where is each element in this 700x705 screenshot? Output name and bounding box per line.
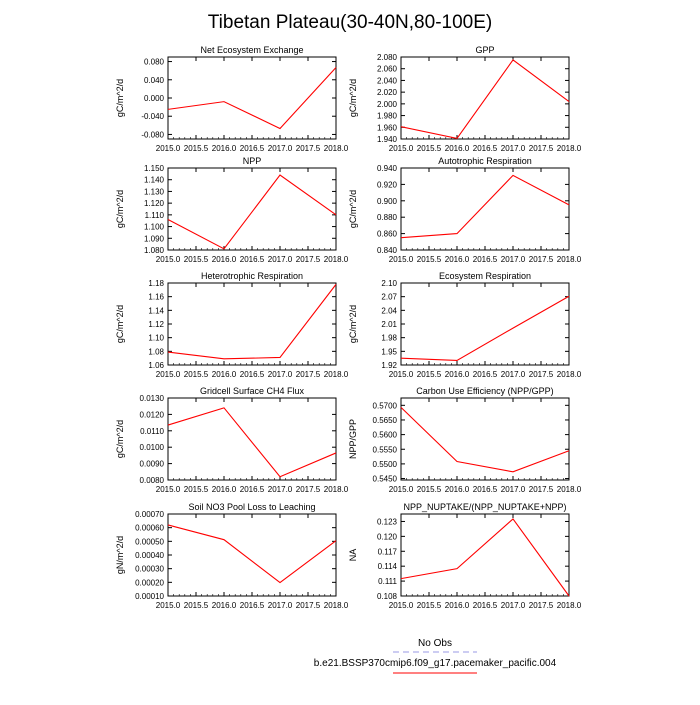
chart-panel-6 [115,386,349,494]
plot-frame [168,283,336,365]
chart-panel-5 [348,271,582,379]
y-tick-label: 1.130 [143,187,164,197]
x-tick-label: 2016.5 [239,144,265,153]
chart-title: Autotrophic Respiration [438,156,532,166]
x-tick-label: 2018.0 [556,485,582,494]
x-tick-label: 2015.5 [183,255,209,264]
y-tick-label: 1.960 [376,123,397,133]
x-tick-label: 2017.0 [500,144,526,153]
y-tick-label: 1.080 [143,246,164,255]
y-tick-label: 2.01 [381,320,397,329]
series-line-0 [401,407,569,471]
y-axis-label: gC/m^2/d [348,189,358,229]
series-line-0 [401,519,569,596]
x-tick-label: 2018.0 [323,370,349,379]
y-tick-label: 0.0130 [139,394,164,403]
y-tick-label: 0.117 [377,547,397,557]
x-tick-label: 2018.0 [323,255,349,264]
y-tick-label: 0.00060 [135,523,164,533]
y-tick-label: -0.080 [141,130,164,140]
chart-title: Heterotrophic Respiration [200,271,304,281]
y-tick-label: 1.06 [148,361,164,370]
y-tick-label: 0.0100 [139,443,164,453]
plot-frame [168,168,336,250]
x-tick-label: 2015.0 [388,255,414,264]
y-tick-label: -0.040 [141,112,164,122]
x-tick-label: 2016.5 [472,255,498,264]
chart-panel-7 [348,386,582,494]
chart-title: Carbon Use Efficiency (NPP/GPP) [416,386,554,396]
x-tick-label: 2018.0 [556,370,582,379]
y-tick-label: 1.14 [148,306,164,316]
y-tick-label: 2.040 [376,76,397,86]
y-tick-label: 0.00070 [135,510,164,519]
y-tick-label: 0.5650 [372,415,397,425]
x-tick-label: 2015.0 [155,601,181,610]
x-tick-label: 2017.0 [500,601,526,610]
legend [314,638,557,673]
plot-frame [168,57,336,139]
x-tick-label: 2016.0 [444,255,470,264]
x-tick-label: 2015.5 [416,601,442,610]
y-tick-label: 2.080 [376,53,397,62]
y-tick-label: 0.900 [376,196,397,206]
y-tick-label: 2.000 [376,99,397,109]
x-tick-label: 2015.5 [416,370,442,379]
y-tick-label: 1.10 [148,333,164,343]
y-tick-label: 0.000 [143,94,164,103]
x-tick-label: 2015.0 [388,144,414,153]
y-tick-label: 0.880 [376,213,397,223]
x-tick-label: 2015.0 [388,370,414,379]
y-tick-label: 0.920 [376,180,397,190]
x-tick-label: 2015.5 [416,144,442,153]
y-tick-label: 0.00030 [135,564,164,574]
y-tick-label: 0.0080 [139,476,164,485]
y-tick-label: 0.080 [143,57,164,67]
y-tick-label: 0.0120 [139,410,164,420]
y-tick-label: 1.090 [143,234,164,244]
x-tick-label: 2016.5 [472,601,498,610]
x-tick-label: 2016.5 [239,485,265,494]
y-tick-label: 1.95 [381,347,397,357]
plot-frame [401,283,569,365]
x-tick-label: 2015.5 [183,144,209,153]
plot-frame [401,168,569,250]
x-tick-label: 2016.0 [444,485,470,494]
series-line-0 [168,175,336,249]
x-tick-label: 2015.0 [155,370,181,379]
x-tick-label: 2017.0 [267,601,293,610]
y-tick-label: 1.940 [376,135,397,144]
y-tick-label: 0.111 [378,577,397,587]
y-axis-label: gC/m^2/d [115,78,125,118]
x-tick-label: 2015.5 [183,485,209,494]
y-tick-label: 1.150 [143,164,164,173]
y-tick-label: 1.110 [144,210,164,220]
chart-panel-9 [348,502,582,610]
legend-label-no-obs: No Obs [418,638,452,649]
series-line-0 [401,60,569,138]
x-tick-label: 2017.5 [528,485,554,494]
x-tick-label: 2016.0 [211,255,237,264]
series-line-0 [168,67,336,128]
x-tick-label: 2017.5 [528,370,554,379]
chart-title: Soil NO3 Pool Loss to Leaching [188,502,316,512]
x-tick-label: 2017.0 [267,485,293,494]
y-tick-label: 0.860 [376,229,397,239]
chart-panel-0 [115,45,349,153]
series-line-0 [401,175,569,237]
y-tick-label: 1.08 [148,347,164,357]
x-tick-label: 2016.5 [472,144,498,153]
y-tick-label: 1.100 [143,222,164,232]
y-axis-label: gN/m^2/d [115,535,125,575]
x-tick-label: 2017.0 [267,370,293,379]
y-tick-label: 0.5700 [372,401,397,411]
y-tick-label: 0.840 [376,246,397,255]
y-tick-label: 0.5500 [372,459,397,469]
series-line-0 [168,525,336,583]
y-axis-label: gC/m^2/d [348,304,358,344]
x-tick-label: 2016.0 [211,601,237,610]
chart-title: Ecosystem Respiration [438,271,532,281]
plot-frame [401,57,569,139]
x-tick-label: 2015.0 [155,485,181,494]
y-tick-label: 0.5450 [372,474,397,484]
x-tick-label: 2017.5 [295,255,321,264]
x-tick-label: 2017.5 [295,485,321,494]
x-tick-label: 2018.0 [323,485,349,494]
y-tick-label: 2.10 [381,279,397,288]
chart-panel-8 [115,502,349,610]
chart-title: NPP [242,156,262,166]
x-tick-label: 2016.0 [211,485,237,494]
plot-frame [401,398,569,480]
y-tick-label: 2.07 [381,292,397,302]
y-tick-label: 2.04 [381,306,397,316]
series-line-0 [401,296,569,360]
y-tick-label: 1.18 [148,279,164,288]
y-axis-label: gC/m^2/d [348,78,358,118]
x-tick-label: 2017.5 [528,144,554,153]
x-tick-label: 2017.0 [267,255,293,264]
chart-title: Net Ecosystem Exchange [200,45,304,55]
y-tick-label: 0.00010 [135,592,164,601]
y-axis-label: gC/m^2/d [115,419,125,459]
x-tick-label: 2017.5 [295,370,321,379]
chart-title: Gridcell Surface CH4 Flux [199,386,305,396]
x-tick-label: 2016.0 [211,144,237,153]
y-tick-label: 0.108 [376,592,397,601]
x-tick-label: 2017.5 [295,144,321,153]
y-tick-label: 0.120 [376,532,397,542]
y-axis-label: NA [348,548,358,562]
y-tick-label: 1.16 [148,292,164,302]
x-tick-label: 2016.5 [472,370,498,379]
x-tick-label: 2016.0 [444,144,470,153]
x-tick-label: 2015.5 [183,370,209,379]
x-tick-label: 2018.0 [323,601,349,610]
y-tick-label: 0.00050 [135,537,164,547]
x-tick-label: 2018.0 [556,255,582,264]
y-tick-label: 2.060 [376,64,397,74]
y-axis-label: gC/m^2/d [115,304,125,344]
y-tick-label: 0.940 [376,164,397,173]
y-tick-label: 1.12 [148,320,164,329]
y-tick-label: 1.92 [381,361,397,370]
y-tick-label: 1.120 [143,199,164,209]
y-tick-label: 0.00040 [135,551,164,560]
x-tick-label: 2015.5 [416,485,442,494]
y-tick-label: 0.123 [376,517,397,527]
chart-panel-1 [348,45,582,153]
x-tick-label: 2017.0 [500,255,526,264]
x-tick-label: 2017.0 [500,485,526,494]
x-tick-label: 2016.5 [239,601,265,610]
x-tick-label: 2016.0 [444,370,470,379]
x-tick-label: 2016.5 [239,370,265,379]
y-axis-label: gC/m^2/d [115,189,125,229]
y-tick-label: 0.0090 [139,459,164,469]
plot-frame [401,514,569,596]
x-tick-label: 2018.0 [556,601,582,610]
y-tick-label: 0.040 [143,75,164,85]
y-tick-label: 1.98 [381,333,397,343]
x-tick-label: 2015.5 [183,601,209,610]
page-title: Tibetan Plateau(30-40N,80-100E) [207,12,493,33]
x-tick-label: 2015.0 [388,601,414,610]
y-tick-label: 1.140 [143,175,164,185]
panels-group [115,45,582,610]
y-tick-label: 0.5550 [372,445,397,455]
y-tick-label: 0.00020 [135,578,164,588]
x-tick-label: 2018.0 [323,144,349,153]
y-tick-label: 0.0110 [140,426,164,436]
chart-panel-3 [348,156,582,264]
x-tick-label: 2017.0 [267,144,293,153]
plot-frame [168,398,336,480]
x-tick-label: 2018.0 [556,144,582,153]
x-tick-label: 2015.5 [416,255,442,264]
x-tick-label: 2015.0 [388,485,414,494]
plot-frame [168,514,336,596]
y-tick-label: 0.114 [377,562,397,572]
x-tick-label: 2017.5 [528,255,554,264]
series-line-0 [168,408,336,477]
y-tick-label: 0.5600 [372,430,397,440]
y-axis-label: NPP/GPP [348,418,358,460]
series-line-0 [168,284,336,358]
chart-title: GPP [475,45,495,55]
legend-label-model: b.e21.BSSP370cmip6.f09_g17.pacemaker_pacific.004 [313,658,557,669]
y-tick-label: 2.020 [376,88,397,98]
y-tick-label: 1.980 [376,111,397,121]
x-tick-label: 2015.0 [155,144,181,153]
chart-title: NPP_NUPTAKE/(NPP_NUPTAKE+NPP) [403,502,567,512]
x-tick-label: 2016.0 [211,370,237,379]
x-tick-label: 2017.5 [528,601,554,610]
x-tick-label: 2017.0 [500,370,526,379]
chart-panel-2 [115,156,349,264]
chart-panel-4 [115,271,349,379]
x-tick-label: 2016.5 [472,485,498,494]
x-tick-label: 2015.0 [155,255,181,264]
x-tick-label: 2016.0 [444,601,470,610]
x-tick-label: 2017.5 [295,601,321,610]
x-tick-label: 2016.5 [239,255,265,264]
